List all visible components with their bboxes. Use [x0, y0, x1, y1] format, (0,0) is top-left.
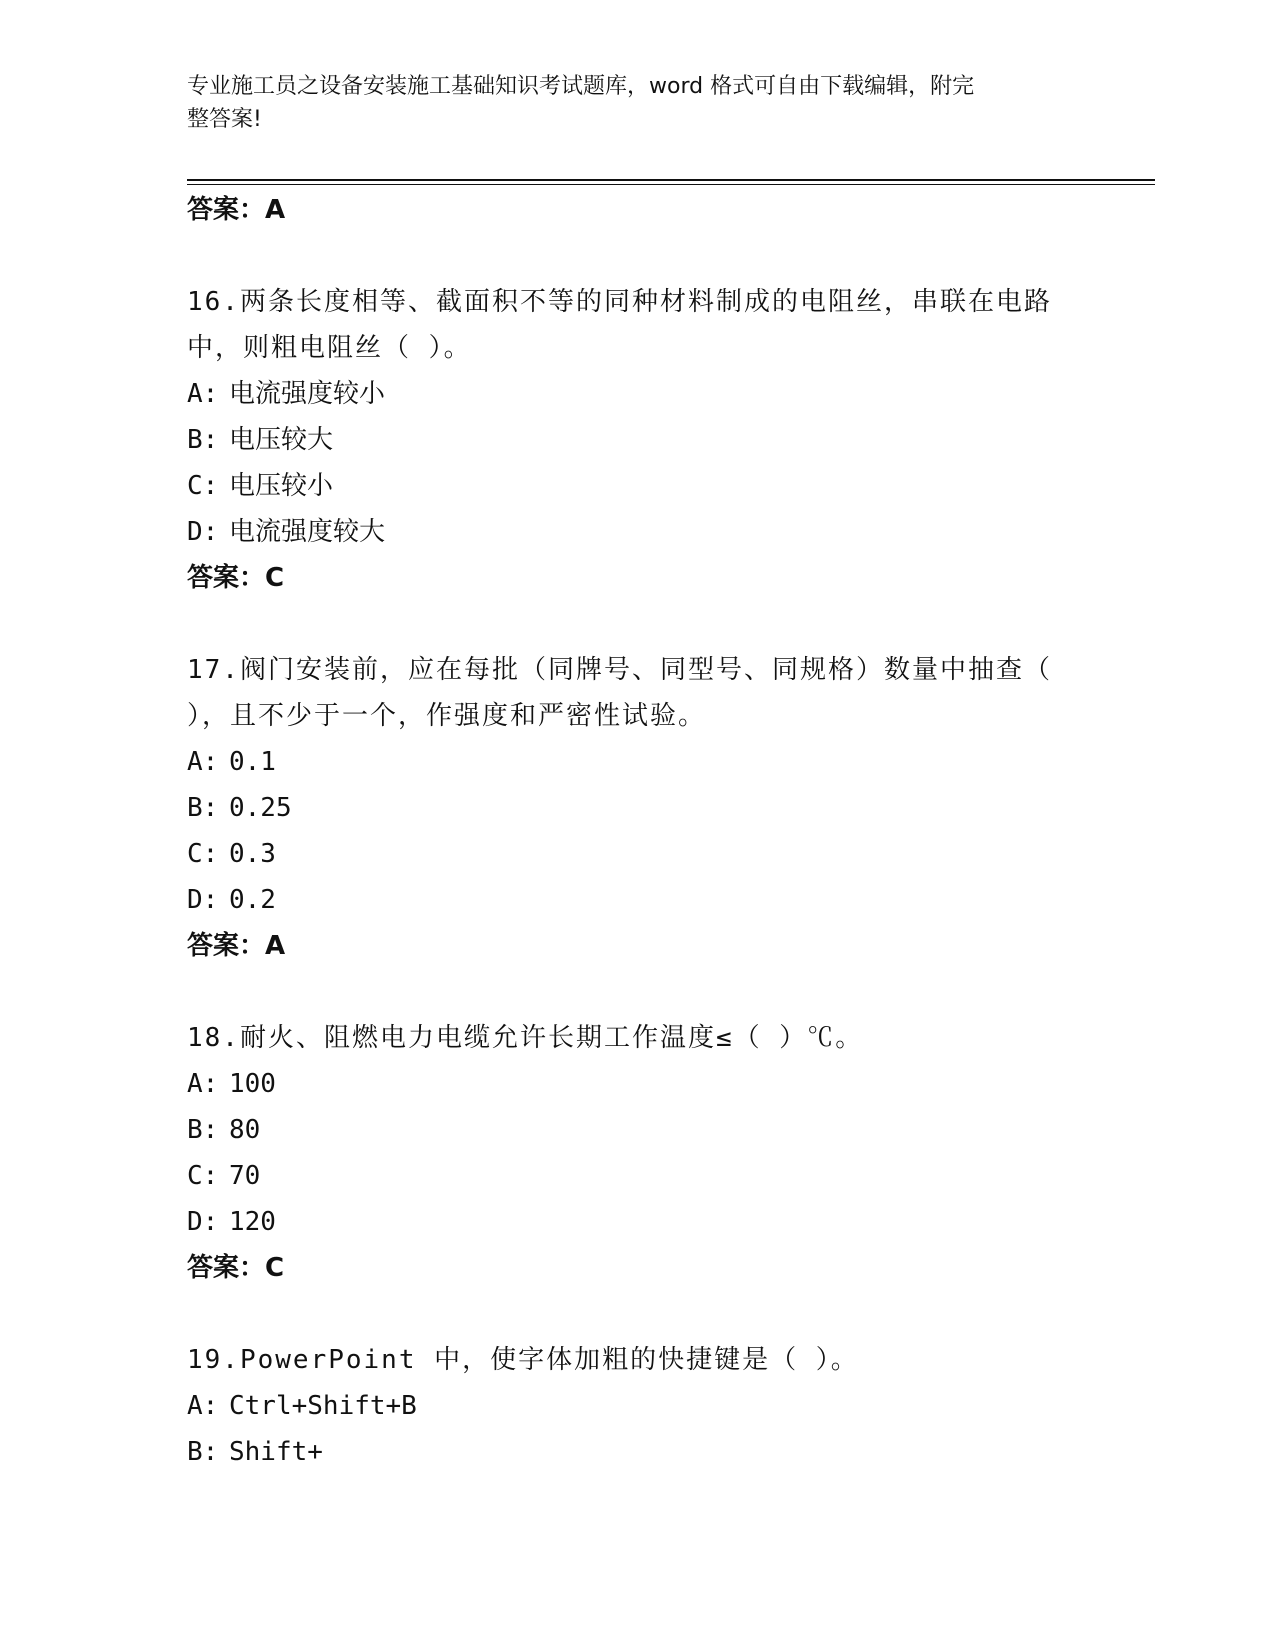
header-rule-thick — [187, 179, 1155, 181]
option-letter: A: — [187, 1069, 219, 1099]
document-header — [187, 70, 1067, 136]
question-text: ），且不少于一个，作强度和严密性试验。 — [187, 701, 707, 731]
option-a — [187, 371, 1087, 417]
option-letter: A: — [187, 379, 219, 409]
option-b — [187, 1429, 1087, 1475]
option-text: Shift+ — [229, 1437, 323, 1467]
option-text: 120 — [229, 1207, 276, 1237]
answer-line: 答案：C — [187, 1253, 285, 1283]
option-letter: A: — [187, 1391, 219, 1421]
option-letter: B: — [187, 1437, 219, 1467]
question-text: 16.两条长度相等、截面积不等的同种材料制成的电阻丝，串联在电路 — [187, 287, 1052, 317]
question-block — [187, 279, 1087, 601]
option-letter: D: — [187, 885, 219, 915]
question-text: 中，则粗电阻丝（ ）。 — [187, 333, 472, 363]
answer-line: 答案：C — [187, 563, 285, 593]
option-letter: C: — [187, 1161, 219, 1191]
option-letter: C: — [187, 471, 219, 501]
option-text: 0.3 — [229, 839, 276, 869]
question-text: 17.阀门安装前，应在每批（同牌号、同型号、同规格）数量中抽查（ — [187, 655, 1052, 685]
option-text: 电流强度较小 — [229, 379, 386, 409]
answer-line: 答案：A — [187, 195, 286, 225]
question-block — [187, 647, 1087, 969]
header-rule-thin — [187, 184, 1155, 185]
option-text: 80 — [229, 1115, 261, 1145]
option-c — [187, 1153, 1087, 1199]
header-line-2: 整答案! — [187, 107, 262, 132]
option-b — [187, 785, 1087, 831]
option-c — [187, 831, 1087, 877]
option-letter: B: — [187, 793, 219, 823]
option-letter: D: — [187, 1207, 219, 1237]
option-a — [187, 739, 1087, 785]
option-d — [187, 877, 1087, 923]
option-b — [187, 417, 1087, 463]
option-text: 电压较大 — [229, 425, 334, 455]
option-letter: B: — [187, 425, 219, 455]
question-block — [187, 1337, 1087, 1475]
option-text: 70 — [229, 1161, 261, 1191]
option-text: 电流强度较大 — [229, 517, 386, 547]
option-a — [187, 1383, 1087, 1429]
option-d — [187, 509, 1087, 555]
option-text: 0.25 — [229, 793, 292, 823]
spacer — [187, 969, 1087, 1015]
question-text: 19.PowerPoint 中，使字体加粗的快捷键是（ ）。 — [187, 1345, 859, 1375]
option-text: 100 — [229, 1069, 276, 1099]
question-block — [187, 1015, 1087, 1291]
option-d — [187, 1199, 1087, 1245]
option-letter: B: — [187, 1115, 219, 1145]
question-list — [187, 187, 1087, 1475]
option-text: 0.1 — [229, 747, 276, 777]
spacer — [187, 601, 1087, 647]
question-text: 18.耐火、阻燃电力电缆允许长期工作温度≤（ ）℃。 — [187, 1023, 864, 1053]
spacer — [187, 1291, 1087, 1337]
option-letter: A: — [187, 747, 219, 777]
option-b — [187, 1107, 1087, 1153]
option-text: Ctrl+Shift+B — [229, 1391, 417, 1421]
option-text: 0.2 — [229, 885, 276, 915]
option-letter: C: — [187, 839, 219, 869]
option-text: 电压较小 — [229, 471, 334, 501]
header-line-1: 专业施工员之设备安装施工基础知识考试题库，word 格式可自由下载编辑，附完 — [187, 74, 975, 99]
option-c — [187, 463, 1087, 509]
option-letter: D: — [187, 517, 219, 547]
option-a — [187, 1061, 1087, 1107]
spacer — [187, 233, 1087, 279]
answer-line: 答案：A — [187, 931, 286, 961]
